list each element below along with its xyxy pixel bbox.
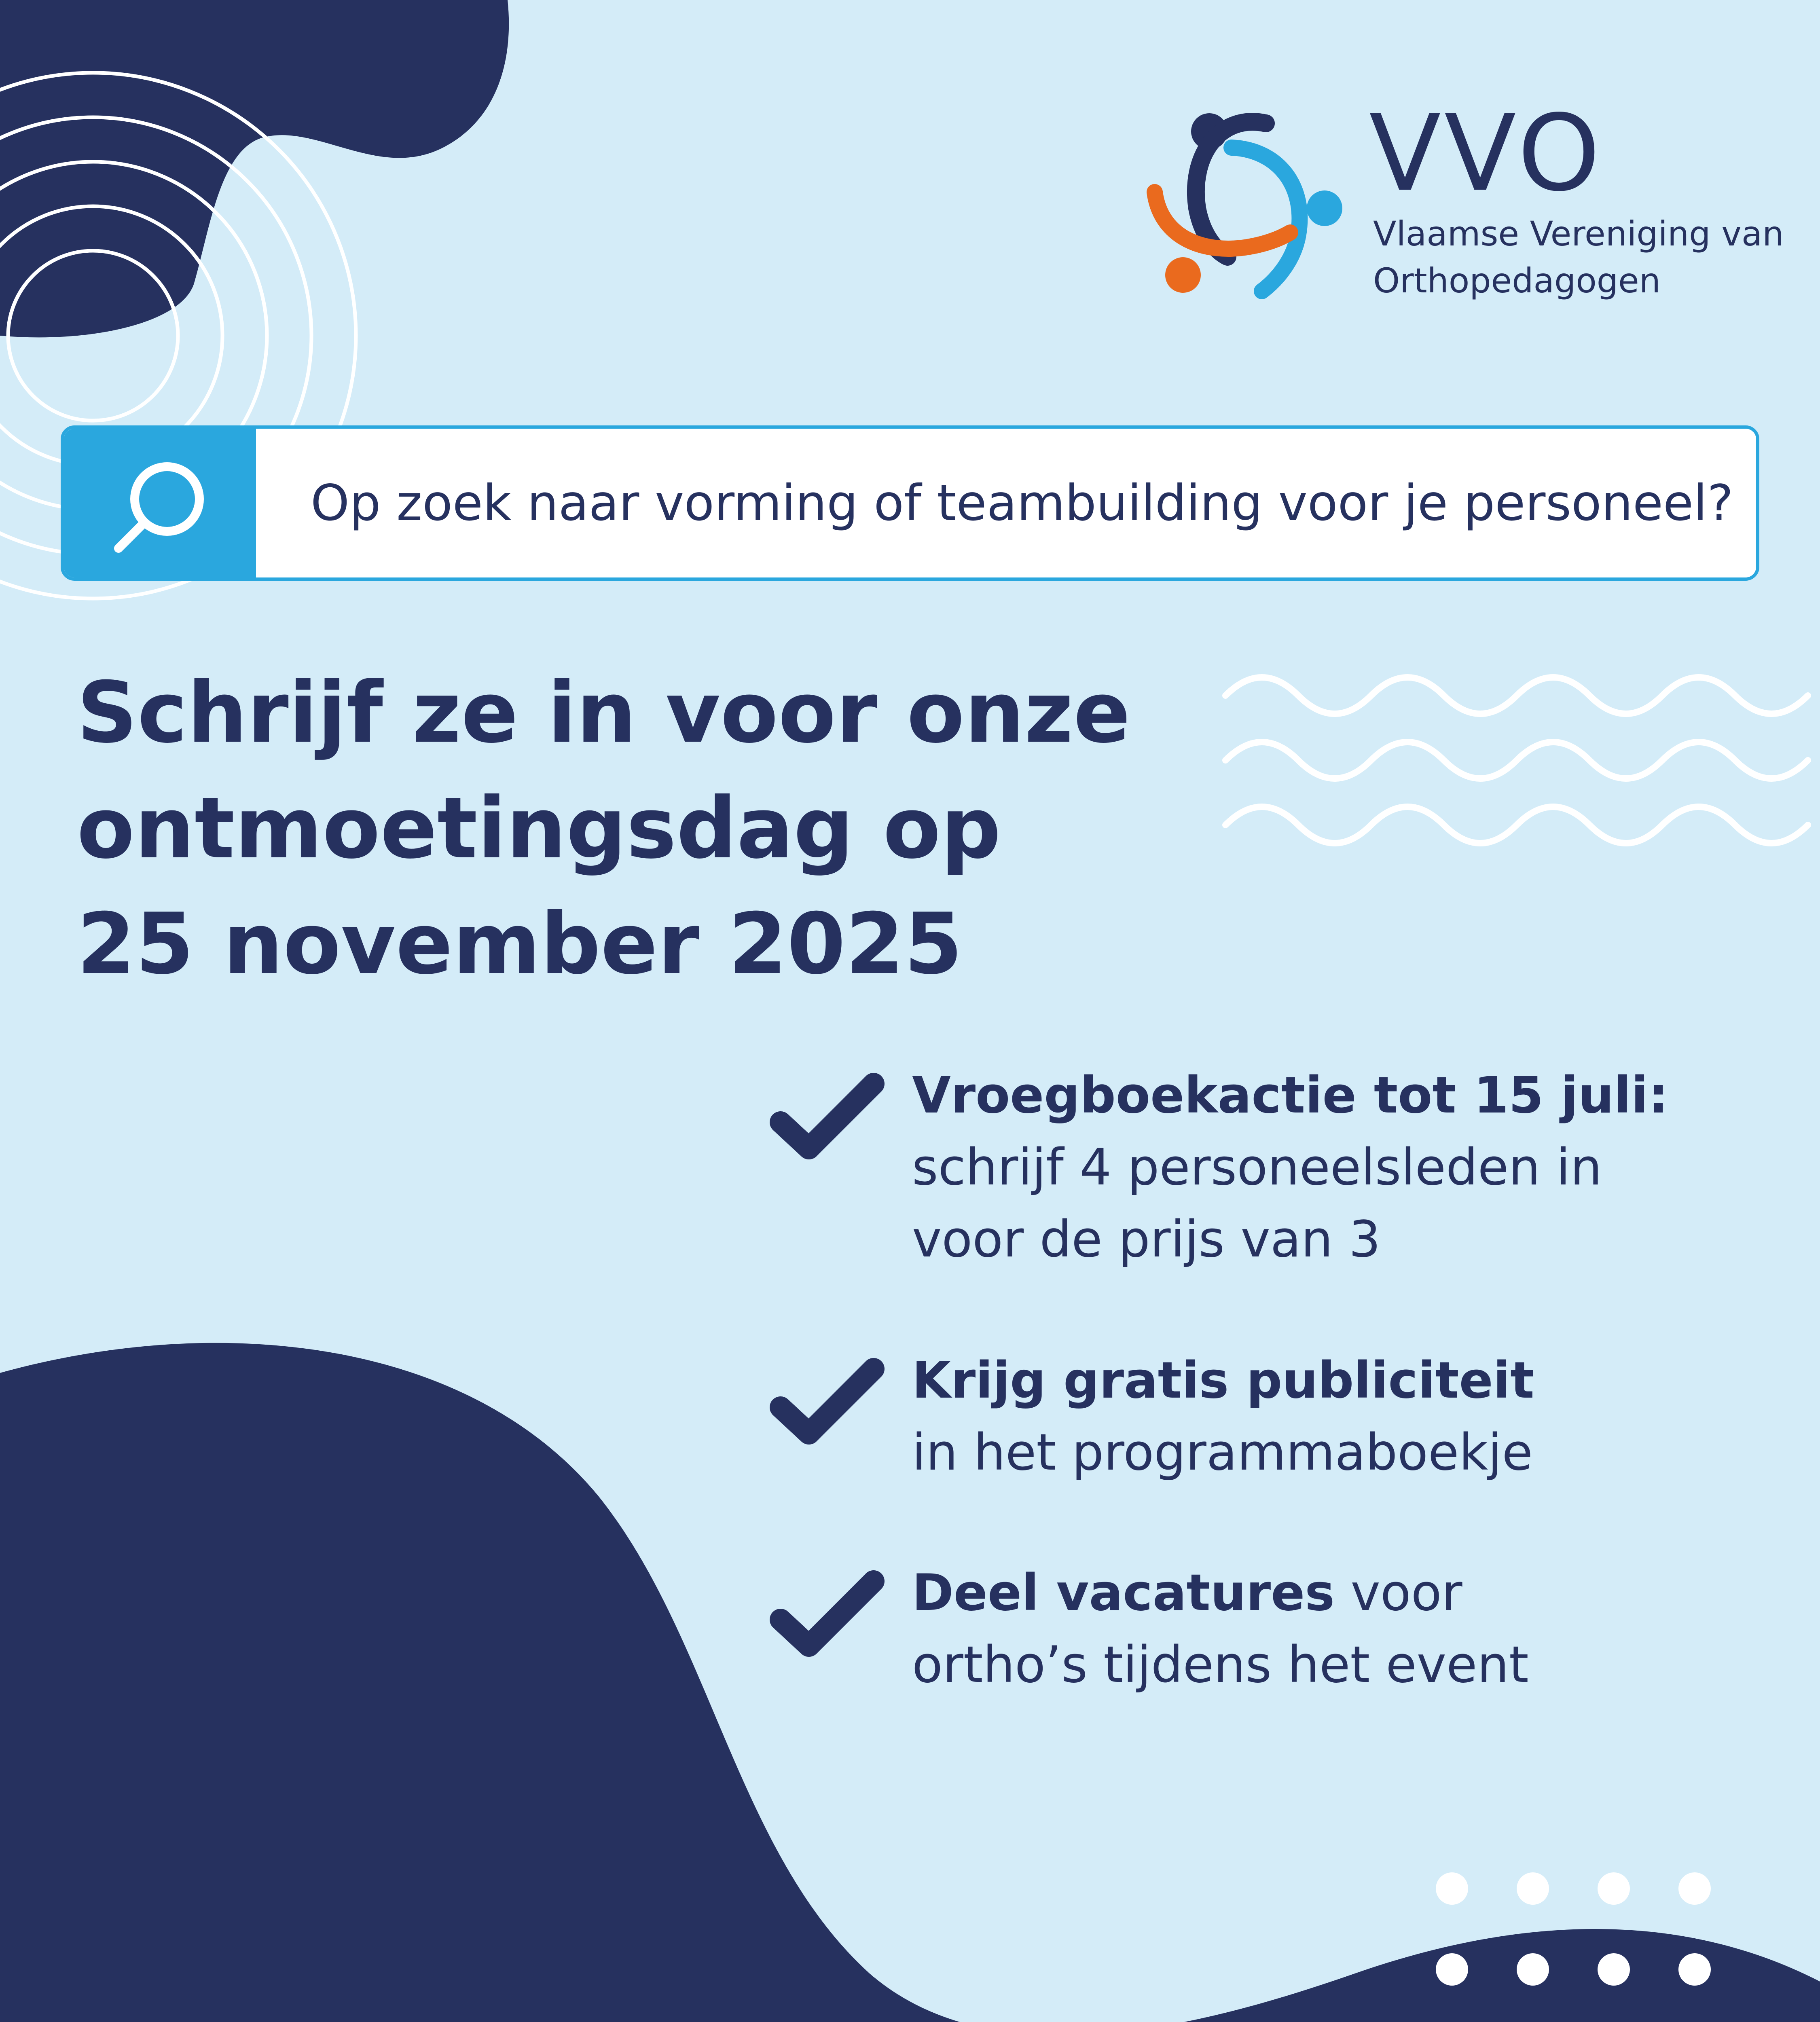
headline-line3: 25 november 2025 — [77, 895, 963, 993]
top-left-blob — [0, 0, 509, 337]
wavy-lines — [1225, 677, 1808, 843]
benefit-publicity-text — [912, 1345, 1534, 1489]
checkmark-icon — [764, 1068, 890, 1169]
checkmark-icon — [764, 1565, 890, 1666]
logo-full-name-line1: Vlaamse Vereniging van — [1373, 214, 1784, 254]
benefit-early-booking-line2: schrijf 4 personeelsleden in — [912, 1138, 1602, 1197]
benefit-vacancies-bold: Deel vacatures — [912, 1564, 1335, 1622]
logo-full-name-line2: Orthopedagogen — [1373, 261, 1661, 300]
logo-full-name — [1373, 210, 1784, 304]
headline — [77, 655, 1130, 1002]
benefit-vacancies-line1-rest: voor — [1335, 1564, 1462, 1622]
headline-line1: Schrijf ze in voor onze — [77, 664, 1131, 762]
benefit-vacancies-line2: ortho’s tijdens het event — [912, 1636, 1529, 1694]
benefit-early-booking-bold: Vroegboekactie tot 15 juli: — [912, 1066, 1668, 1125]
vvo-logo-icon — [1145, 105, 1355, 307]
benefit-publicity-line2: in het programmaboekje — [912, 1423, 1533, 1482]
search-icon — [106, 455, 212, 560]
search-icon-box — [64, 429, 256, 577]
benefit-vacancies-text — [912, 1557, 1529, 1701]
checkmark-icon — [764, 1353, 890, 1454]
benefit-early-booking-text — [912, 1060, 1668, 1275]
benefit-publicity-bold: Krijg gratis publiciteit — [912, 1352, 1534, 1410]
search-text: Op zoek naar vorming of teambuilding voor je personeel? — [311, 474, 1733, 532]
search-bar — [61, 425, 1759, 581]
bottom-blob — [0, 1343, 1820, 2022]
headline-line2: ontmoetingsdag op — [77, 780, 1001, 878]
logo-name: VVO — [1369, 93, 1604, 215]
benefit-early-booking-line3: voor de prijs van 3 — [912, 1210, 1381, 1269]
